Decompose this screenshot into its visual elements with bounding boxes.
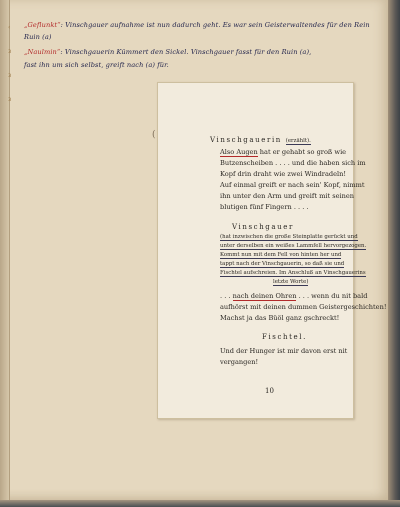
dialogue-line: Kopf drin draht wie zwei Windradeln!: [220, 170, 347, 178]
margin-mark: ɜ: [8, 72, 12, 79]
handwritten-note-line: [24, 21, 370, 29]
note-text: : Vinschgauer aufnahme ist nun dadurch geht. Es war sein Geisterwaltendes für den Rein: [60, 21, 370, 29]
speaker-vinschgauer: Vinschgauer: [232, 223, 294, 231]
dialogue-line-rest: hat er gehabt so groß wie: [257, 148, 347, 156]
handwritten-note-line: [24, 61, 169, 69]
dialogue-line: [220, 148, 346, 156]
dialogue-line: Auf einmal greift er nach sein' Kopf, nimmt: [220, 181, 365, 189]
dialogue-line: blutigen fünf Fingern . . . .: [220, 203, 309, 211]
speaker-fischtel: Fischtel.: [262, 333, 307, 341]
handwritten-note-line: [24, 48, 311, 56]
dialogue-line: ihn unter den Arm und greift mit seinen: [220, 192, 354, 200]
margin-mark: ‹: [8, 24, 11, 31]
note-text: : Vinschgauerin Kümmert den Sickel. Vinschgauer fasst für den Ruin (a),: [60, 48, 312, 56]
page-edge-right: [388, 0, 400, 507]
note-text: fast ihn um sich selbst, greift nach (a) für.: [24, 61, 169, 69]
dialogue-line: Butzenscheiben . . . . und die haben sich im: [220, 159, 366, 167]
stage-direction-line: tappt nach der Vinschgauerin, so daß sie und: [220, 261, 345, 267]
stage-direction-line: Kommt nun mit dem Fell von hinten her und: [220, 252, 342, 258]
dialogue-line: aufhörst mit deinen dummen Geistergeschichten!: [220, 303, 387, 311]
stage-direction: (erzählt).: [285, 138, 311, 144]
margin-mark: ɜ: [8, 96, 12, 103]
page-number: 10: [265, 387, 274, 395]
page-edge-bottom: [0, 500, 400, 507]
dialogue-underlined: Also Augen: [220, 148, 258, 156]
note-text: Ruin (a): [24, 33, 52, 41]
dialogue-line: Machst ja das Büöl ganz gschreckt!: [220, 314, 340, 322]
dialogue-underlined: nach deinen Ohren: [232, 292, 297, 300]
note-term: „Geflunkt“: [24, 21, 61, 29]
stage-direction-line: Fischtel aufschreien. Im Anschluß an Vinschgauerins: [220, 270, 366, 276]
handwritten-note-line: [24, 33, 52, 41]
stage-direction-line: unter derselben ein weißes Lammfell hervorgezogen.: [220, 243, 367, 249]
stage-direction-line: letzte Worte): [273, 279, 309, 285]
dialogue-line: vergangen!: [220, 358, 259, 366]
note-term: „Naulmin“: [24, 48, 61, 56]
stage-direction-line: (hat inzwischen die große Steinplatte gerückt und: [220, 234, 358, 240]
margin-mark: ɜ: [8, 48, 12, 55]
margin-bracket: (: [152, 130, 156, 140]
speaker-vinschgauerin: Vinschgauerin (erzählt).: [210, 136, 311, 144]
dialogue-line: . . . nach deinen Ohren . . . wenn du nit bald: [220, 292, 368, 300]
pasted-script-page: [157, 82, 387, 419]
dialogue-line: Und der Hunger ist mir davon erst nit: [220, 347, 348, 355]
